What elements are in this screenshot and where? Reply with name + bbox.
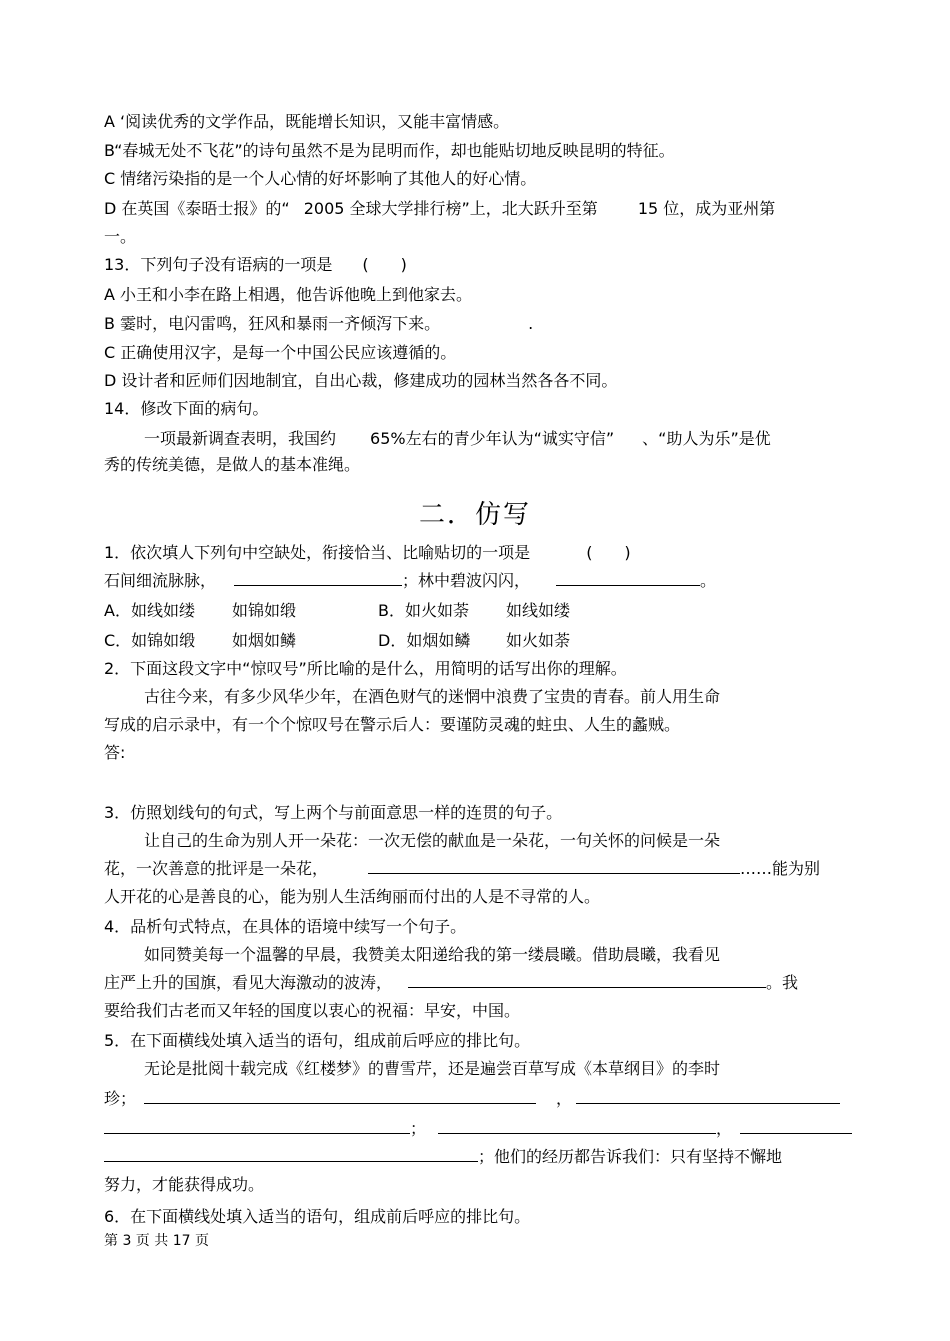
option-d-continued: 一。	[104, 227, 137, 246]
answer-blank[interactable]	[368, 859, 740, 874]
answer-blank[interactable]	[104, 1119, 410, 1134]
answer-blank[interactable]	[556, 571, 700, 586]
text-segment: 、“助人为乐”是优	[642, 429, 771, 448]
text-segment: 珍；	[104, 1089, 137, 1108]
option-b-second: 如线如缕	[506, 601, 571, 620]
q5-blanks-line-1	[104, 1088, 840, 1110]
text-segment: 。	[700, 571, 717, 590]
q2-passage-line-2: 写成的启示录中，有一个个惊叹号在警示后人：要谨防灵魂的蛀虫、人生的蠡贼。	[104, 715, 681, 734]
q14-sentence-continued: 秀的传统美德，是做人的基本准绳。	[104, 455, 361, 474]
answer-brackets: ( )	[586, 543, 631, 562]
q5-blanks-line-3	[104, 1146, 782, 1168]
text-segment: 15 位，成为亚州第	[637, 199, 776, 218]
imitate-question-3: 3．仿照划线句的句式，写上两个与前面意思一样的连贯的句子。	[104, 803, 563, 822]
text-segment: .	[528, 314, 534, 333]
text-segment: 一项最新调查表明，我国约	[144, 429, 337, 448]
q1-blanks-line	[104, 570, 716, 592]
option-b: B．如火如荼	[378, 601, 469, 620]
text-segment: 庄严上升的国旗，看见大海激动的波涛，	[104, 973, 393, 992]
option-d: D．如烟如鳞	[378, 631, 471, 650]
section-title: 二．仿写	[418, 500, 531, 530]
answer-blank[interactable]	[408, 973, 766, 988]
imitate-question-1	[104, 542, 631, 564]
option-d-line	[104, 198, 775, 220]
q4-passage-line-2	[104, 972, 798, 994]
answer-blank[interactable]	[234, 571, 402, 586]
q13-option-b	[104, 313, 533, 335]
option-d-second: 如火如荼	[506, 631, 571, 650]
q3-passage-line-2	[104, 858, 820, 880]
answer-blank[interactable]	[144, 1089, 536, 1104]
text-segment: 石间细流脉脉，	[104, 571, 217, 590]
option-a-second: 如锦如缎	[232, 601, 297, 620]
q4-passage-line-3: 要给我们古老而又年轻的国度以衷心的祝福：早安，中国。	[104, 1001, 521, 1020]
question-text: 13．下列句子没有语病的一项是	[104, 255, 333, 274]
question-14: 14．修改下面的病句。	[104, 399, 269, 418]
q14-sentence	[144, 428, 771, 450]
page-footer: 第 3 页 共 17 页	[104, 1233, 209, 1249]
text-segment: B 霎时，电闪雷鸣，狂风和暴雨一齐倾泻下来。	[104, 314, 441, 333]
text-segment: D 在英国《泰晤士报》的“	[104, 199, 290, 218]
q13-option-d: D 设计者和匠师们因地制宜，自出心裁，修建成功的园林当然各各不同。	[104, 371, 618, 390]
answer-blank[interactable]	[438, 1119, 716, 1134]
text-segment: ；林中碧波闪闪，	[402, 571, 531, 590]
answer-blank[interactable]	[104, 1147, 478, 1162]
q13-option-c: C 正确使用汉字，是每一个中国公民应该遵循的。	[104, 343, 457, 362]
imitate-question-2: 2．下面这段文字中“惊叹号”所比喻的是什么，用简明的话写出你的理解。	[104, 659, 627, 678]
option-c-second: 如烟如鳞	[232, 631, 297, 650]
text-segment: 2005 全球大学排行榜”上，北大跃升至第	[303, 199, 598, 218]
text-segment: 65%左右的青少年认为“诚实守信”	[370, 429, 615, 448]
q3-passage-line-1: 让自己的生命为别人开一朵花：一次无偿的献血是一朵花，一句关怀的问候是一朵	[144, 831, 721, 850]
option-a: A．如线如缕	[104, 601, 195, 620]
q5-blanks-line-2	[104, 1118, 852, 1140]
answer-blank[interactable]	[576, 1089, 840, 1104]
text-segment: 。我	[766, 973, 799, 992]
text-segment: ；	[410, 1119, 427, 1138]
imitate-question-4: 4．品析句式特点，在具体的语境中续写一个句子。	[104, 917, 467, 936]
answer-blank[interactable]	[740, 1119, 852, 1134]
text-segment: ……能为别	[740, 859, 821, 878]
option-c: C．如锦如缎	[104, 631, 196, 650]
answer-label: 答:	[104, 743, 126, 762]
q1-options-cd	[104, 630, 570, 652]
q5-passage-end: 努力，才能获得成功。	[104, 1175, 265, 1194]
text-segment: ；他们的经历都告诉我们：只有坚持不懈地	[478, 1147, 783, 1166]
option-a-line: A ‘阅读优秀的文学作品，既能增长知识，又能丰富情感。	[104, 112, 510, 131]
question-text: 1．依次填人下列句中空缺处，衔接恰当、比喻贴切的一项是	[104, 543, 531, 562]
q4-passage-line-1: 如同赞美每一个温馨的早晨，我赞美太阳递给我的第一缕晨曦。借助晨曦，我看见	[144, 945, 721, 964]
q5-passage-line-1: 无论是批阅十载完成《红楼梦》的曹雪芹，还是遍尝百草写成《本草纲目》的李时	[144, 1059, 721, 1078]
imitate-question-6: 6．在下面横线处填入适当的语句，组成前后呼应的排比句。	[104, 1207, 531, 1226]
answer-brackets: ( )	[362, 255, 407, 274]
question-13	[104, 254, 407, 276]
text-segment: ，	[556, 1089, 573, 1108]
q1-options-ab	[104, 600, 570, 622]
q3-passage-line-3: 人开花的心是善良的心，能为别人生活绚丽而付出的人是不寻常的人。	[104, 887, 601, 906]
option-c-line: C 情绪污染指的是一个人心情的好坏影响了其他人的好心情。	[104, 169, 537, 188]
q13-option-a: A 小王和小李在路上相遇，他告诉他晚上到他家去。	[104, 285, 473, 304]
option-b-line: B“春城无处不飞花”的诗句虽然不是为昆明而作，却也能贴切地反映昆明的特征。	[104, 141, 675, 160]
q2-passage-line-1: 古往今来，有多少风华少年，在酒色财气的迷惘中浪费了宝贵的青春。前人用生命	[144, 687, 721, 706]
text-segment: 花，一次善意的批评是一朵花，	[104, 859, 329, 878]
text-segment: ，	[716, 1119, 733, 1138]
imitate-question-5: 5．在下面横线处填入适当的语句，组成前后呼应的排比句。	[104, 1031, 531, 1050]
